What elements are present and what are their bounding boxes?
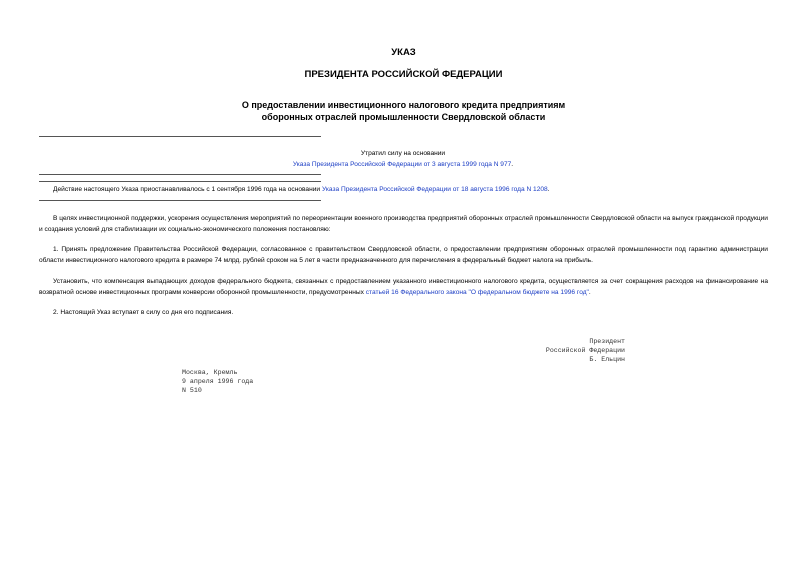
- repeal-decree-link[interactable]: Указа Президента Российской Федерации от 3 августа 1999 года N 977: [292, 161, 512, 168]
- divider: [39, 181, 321, 182]
- suspension-note-end: .: [547, 186, 550, 193]
- body-paragraph: В целях инвестиционной поддержки, ускорения осуществления мероприятий по переориентации военного производства предприятий оборонных отраслей промышленности Свердловской области на выпуск гражданской продукции и создания условий для стабилизации их социально-экономического положения постановляю:: [39, 215, 768, 233]
- body-paragraph: 1. Принять предложение Правительства Российской Федерации, согласованное с правительством Свердловской области, о предоставлении предприятиям оборонных отраслей промышленности под гарантию администрации области инвестиционного налогового кредита в размере 74 млрд. рублей сроком на 5 лет в части предназначенного для перечисления в федеральный бюджет налога на прибыль.: [39, 246, 768, 264]
- decree-number: N 510: [182, 387, 202, 394]
- body-paragraph: [39, 276, 768, 298]
- signature-block: [546, 337, 625, 364]
- document-type-title: УКАЗ: [391, 47, 416, 58]
- place-date-block: [182, 368, 253, 395]
- budget-law-link[interactable]: статьей 16 Федерального закона "О федеральном бюджете на 1996 год": [365, 289, 589, 296]
- divider: [39, 200, 321, 201]
- document-heading: [0, 99, 807, 123]
- suspension-decree-link[interactable]: Указа Президента Российской Федерации от 18 августа 1996 года N 1208: [321, 186, 548, 193]
- body-paragraph-end: .: [588, 289, 591, 296]
- body-paragraph: 2. Настоящий Указ вступает в силу со дня его подписания.: [53, 309, 234, 316]
- repeal-note-end: .: [511, 161, 514, 168]
- date-line: 9 апреля 1996 года: [182, 378, 254, 385]
- signature-line: Российской Федерации: [545, 347, 625, 354]
- signature-name: Б. Ельцин: [589, 356, 625, 363]
- suspension-note: [53, 184, 753, 195]
- signature-line: Президент: [589, 338, 625, 345]
- divider: [39, 174, 321, 175]
- body-paragraph-text: Установить, что компенсация выпадающих доходов федерального бюджета, связанных с предоставлением указанного инвестиционного налогового кредита, осуществляется за счет сокращения расходов на финансирование на возвратной основе инвестиционных программ конверсии оборонной промышленности, предусмотренных: [39, 278, 768, 296]
- heading-line-1: О предоставлении инвестиционного налогового кредита предприятиям: [241, 100, 566, 110]
- issuer-title: ПРЕЗИДЕНТА РОССИЙСКОЙ ФЕДЕРАЦИИ: [304, 69, 503, 80]
- heading-line-2: оборонных отраслей промышленности Свердловской области: [261, 112, 546, 122]
- repeal-note-line: [240, 159, 566, 170]
- repeal-note-label: Утратил силу на основании: [360, 150, 446, 157]
- repeal-note: [240, 148, 566, 170]
- suspension-note-text: Действие настоящего Указа приостанавливалось с 1 сентября 1996 года на основании: [53, 186, 322, 193]
- place-line: Москва, Кремль: [182, 369, 238, 376]
- divider: [39, 136, 321, 137]
